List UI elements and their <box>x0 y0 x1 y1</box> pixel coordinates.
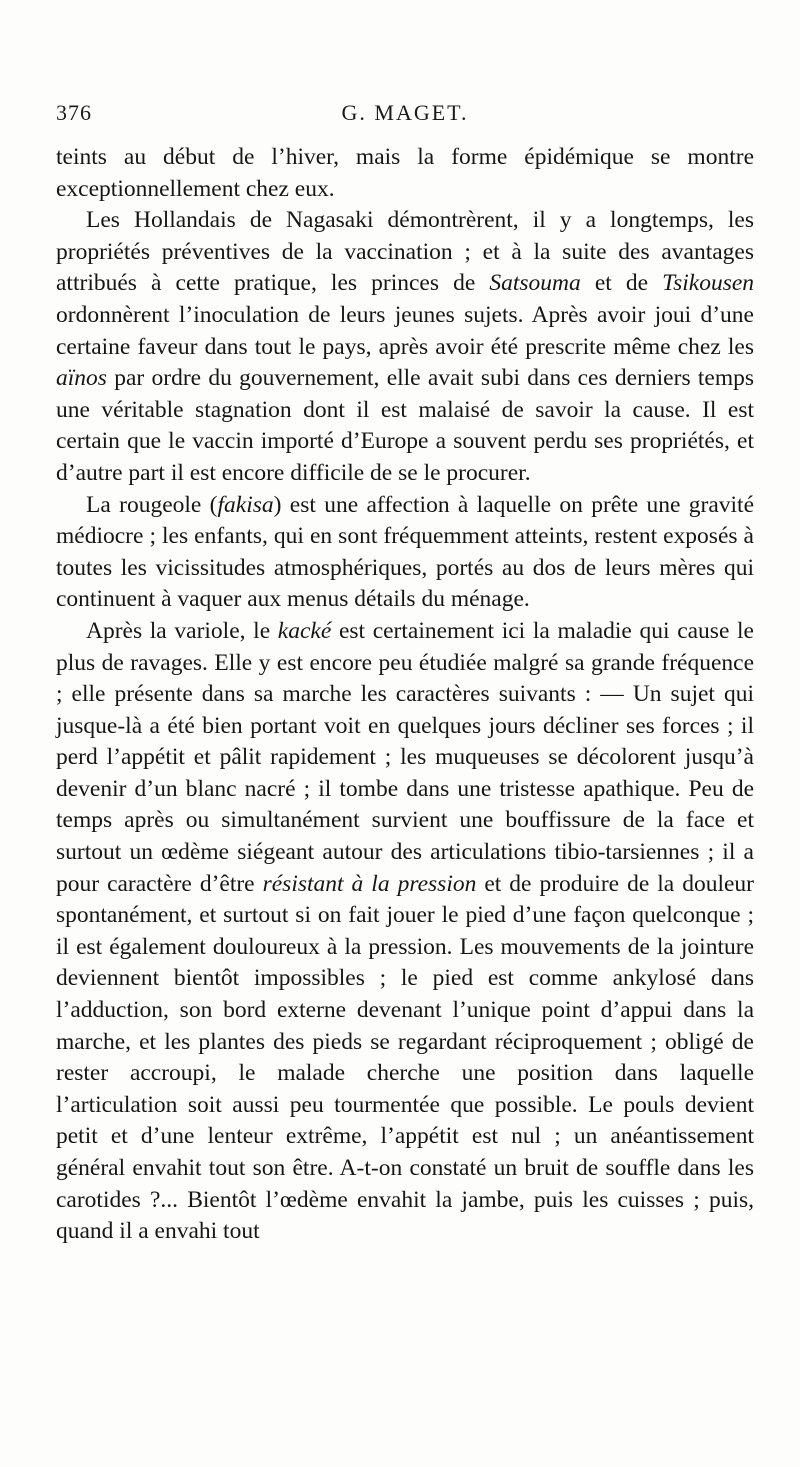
paragraph <box>56 616 754 1248</box>
italic-term: Tsikousen <box>662 270 755 297</box>
text-run: et de <box>580 270 663 297</box>
text-run: teints au début de l’hiver, mais la forme épidémique se montre exceptionnellement chez eux. <box>56 144 754 202</box>
paragraph <box>56 490 754 616</box>
text-run: La rougeole ( <box>86 491 218 518</box>
italic-term: aïnos <box>56 365 107 392</box>
italic-term: kacké <box>277 617 332 644</box>
text-run: ordonnèrent l’inoculation de leurs jeunes sujets. Après avoir joui d’une certaine faveur dans tout le pays, après avoir été prescrite même chez les <box>56 301 754 360</box>
italic-term: fakisa <box>217 491 274 518</box>
text-run: Après la variole, le <box>86 617 278 644</box>
text-run: Les Hollandais de Nagasaki démontrèrent, il y a longtemps, les propriétés préventives de la vaccination ; et à la suite des avantages attribués à cette pratique, les princes de <box>56 207 754 297</box>
page-number: 376 <box>56 100 92 125</box>
text-run: ) est une affection à laquelle on prête une gravité médiocre ; les enfants, qui en sont fréquemment atteints, restent exposés à toutes les vicissitudes atmosphériques, portés au dos de leurs mères qui continuent à vaquer aux menus détails du ménage. <box>56 491 755 613</box>
paragraph <box>56 205 754 489</box>
text-run: par ordre du gouvernement, elle avait subi dans ces derniers temps une véritable stagnation dont il est malaisé de savoir la cause. Il est certain que le vaccin importé d’Europe a souvent perdu ses propriétés, et d’autre part il est encore difficile de se le procurer. <box>56 365 754 486</box>
page-header <box>56 100 754 130</box>
running-title: G. MAGET. <box>341 100 469 125</box>
italic-term: résistant à la pression <box>262 870 477 897</box>
body-text <box>56 142 754 1248</box>
italic-term: Satsouma <box>489 270 581 297</box>
text-run: et de produire de la douleur spontanément, et surtout si on fait jouer le pied d’une façon quelconque ; il est également douloureux à la pression. Les mouvements de la jointure deviennent bientôt impossibles ; le pied est comme ankylosé dans l’adduction, son bord externe devenant l’unique point d’appui dans la marche, et les plantes des pieds se regardant réciproquement ; obligé de rester accroupi, le malade cherche une position dans laquelle l’articulation soit aussi peu tourmentée que possible. Le pouls devient petit et d’une lenteur extrême, l’appétit est nul ; un anéantissement général envahit tout son être. A-t-on constaté un bruit de souffle dans les carotides ?... Bientôt l’œdème envahit la jambe, puis les cuisses ; puis, quand il a envahi tout <box>56 870 754 1245</box>
text-run: est certainement ici la maladie qui cause le plus de ravages. Elle y est encore peu étudiée malgré sa grande fréquence ; elle présente dans sa marche les caractères suivants : — Un sujet qui jusque-là a été bien portant voit en quelques jours décliner ses forces ; il perd l’appétit et pâlit rapidement ; les muqueuses se décolorent jusqu’à devenir d’un blanc nacré ; il tombe dans une tristesse apathique. Peu de temps après ou simultanément survient une bouffissure de la face et surtout un œdème siégeant autour des articulations tibio-tarsiennes ; il a pour caractère d’être <box>56 617 754 897</box>
paragraph <box>56 142 754 205</box>
